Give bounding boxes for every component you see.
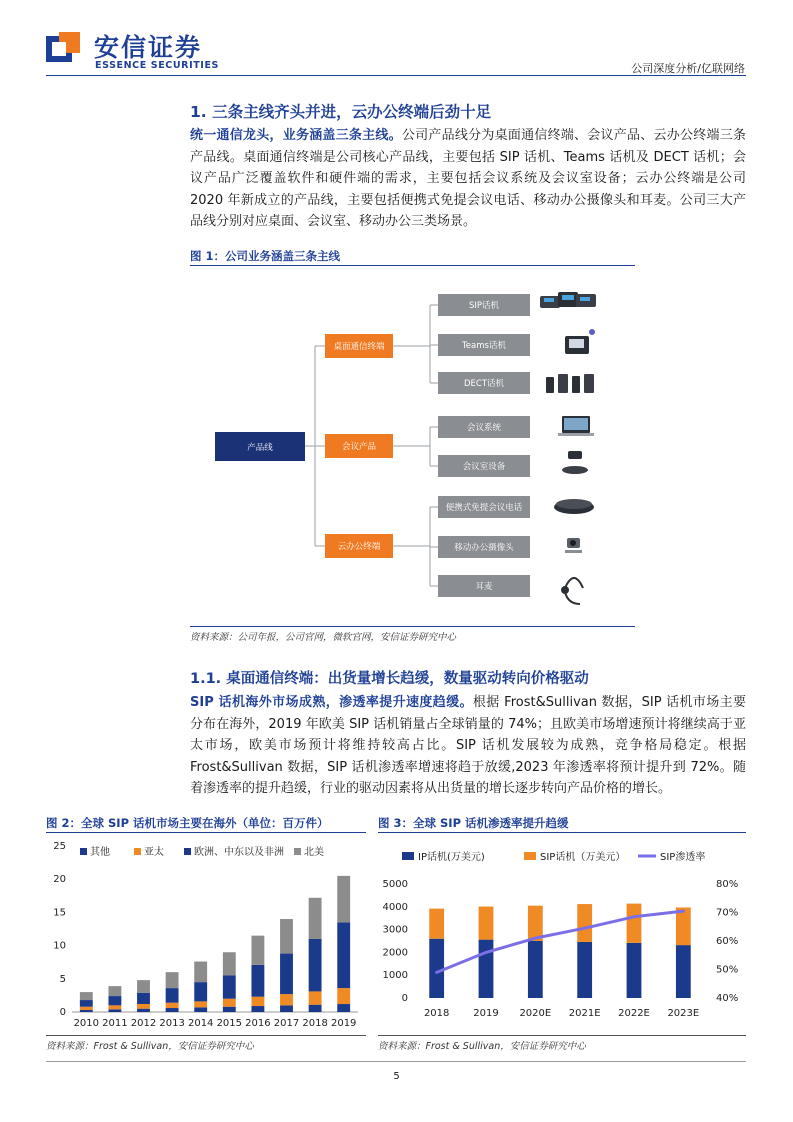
logo-mark-icon xyxy=(46,32,80,66)
page-number: 5 xyxy=(393,1071,400,1082)
y-tick-label: 5000 xyxy=(382,879,408,890)
legend-swatch xyxy=(294,848,301,855)
figure-divider xyxy=(46,832,366,833)
line-point xyxy=(534,937,537,940)
section-paragraph xyxy=(190,125,746,233)
tree-branch-conference: 会议产品 xyxy=(325,434,393,458)
x-tick-label: 2014 xyxy=(187,1018,214,1029)
y-tick-label: 10 xyxy=(53,940,66,952)
legend-label: 欧洲、中东以及非洲 xyxy=(194,847,284,858)
x-tick-label: 2021E xyxy=(568,1008,601,1019)
bar-segment xyxy=(194,1007,207,1012)
line-point xyxy=(583,927,586,930)
x-tick-label: 2020E xyxy=(519,1008,552,1019)
tree-leaf: 耳麦 xyxy=(438,575,530,597)
bar-segment xyxy=(223,975,236,998)
bar-segment xyxy=(337,876,350,922)
x-tick-label: 2019 xyxy=(330,1018,357,1029)
bar-segment xyxy=(627,904,642,943)
x-tick-label: 2018 xyxy=(423,1008,450,1019)
x-tick-label: 2018 xyxy=(302,1018,328,1029)
y2-tick-label: 70% xyxy=(716,907,739,919)
bar-segment xyxy=(337,988,350,1004)
bar-segment xyxy=(676,945,691,998)
bar-segment xyxy=(280,954,293,995)
meeting-room-device-image xyxy=(562,451,588,474)
paragraph-body: 根据 Frost&Sullivan 数据，SIP 话机市场主要分布在海外，2019 年欧美 SIP 话机销量占全球销量的 74%；且欧美市场增速预计将继续高于亚太市场，欧美市场预计将维持较高占比。SIP 话机发展较为成熟，竞争格局稳定。根据Frost&Sullivan 数据，SIP 话机渗透率增速将趋于放缓,2023 年渗透率将预计提升到 72%。随着渗透率的提升趋缓，行业的驱动因素将从出货量的增长逐步转向产品价格的增长。 xyxy=(190,695,746,796)
x-tick-label: 2022E xyxy=(618,1008,650,1019)
legend-swatch xyxy=(80,848,87,855)
bar-segment xyxy=(223,952,236,975)
y2-tick-label: 60% xyxy=(716,936,739,947)
y-tick-label: 25 xyxy=(53,841,66,852)
line-point xyxy=(435,971,438,974)
y-tick-label: 1000 xyxy=(382,970,408,982)
bar-segment xyxy=(577,942,592,998)
y2-tick-label: 80% xyxy=(716,879,739,890)
headset-image xyxy=(562,578,583,604)
footer-divider xyxy=(46,1061,746,1062)
bar-segment xyxy=(223,1007,236,1012)
bar-segment xyxy=(194,962,207,983)
x-tick-label: 2023E xyxy=(667,1008,700,1019)
brand-name-en: ESSENCE SECURITIES xyxy=(95,60,219,71)
bar-segment xyxy=(577,904,592,942)
tree-leaf: 便携式免提会议电话 xyxy=(438,496,530,518)
x-tick-label: 2015 xyxy=(216,1018,243,1029)
y-tick-label: 4000 xyxy=(382,901,408,913)
bar-segment xyxy=(429,909,444,939)
bar-segment xyxy=(80,1007,93,1010)
legend-label: 北美 xyxy=(304,847,324,858)
tree-leaf: DECT话机 xyxy=(438,372,530,394)
subsection-title: 1.1. 桌面通信终端：出货量增长趋缓，数量驱动转向价格驱动 xyxy=(190,671,589,687)
bar-segment xyxy=(627,943,642,998)
bar-segment xyxy=(166,1003,179,1008)
bar-segment xyxy=(137,1004,150,1009)
y-tick-label: 2000 xyxy=(382,947,408,959)
line-point xyxy=(682,910,685,913)
bar-segment xyxy=(251,1006,264,1012)
bar-segment xyxy=(223,999,236,1007)
report-label: 公司深度分析/亿联网络 xyxy=(631,62,745,75)
tree-leaf: 移动办公摄像头 xyxy=(438,536,530,558)
legend-swatch xyxy=(402,852,414,860)
sip-penetration-combo-chart xyxy=(378,836,746,1034)
bar-segment xyxy=(166,1008,179,1012)
tree-branch-cloud-office: 云办公终端 xyxy=(325,534,393,558)
figure-divider xyxy=(378,832,746,833)
bar-segment xyxy=(108,1005,121,1009)
tree-leaf: 会议室设备 xyxy=(438,455,530,477)
line-point xyxy=(633,915,636,918)
dect-phones-image xyxy=(546,374,594,393)
figure-divider xyxy=(46,1035,366,1036)
sip-market-stacked-bar-chart xyxy=(46,836,366,1034)
figure-source: 资料来源：Frost & Sullivan，安信证券研究中心 xyxy=(46,1041,254,1052)
y2-tick-label: 40% xyxy=(716,993,739,1004)
x-tick-label: 2017 xyxy=(273,1018,300,1029)
paragraph-lead: SIP 话机海外市场成熟，渗透率提升速度趋缓。 xyxy=(190,695,473,710)
tree-branch-desktop: 桌面通信终端 xyxy=(325,334,393,358)
bar-segment xyxy=(528,941,543,998)
brand-name-cn: 安信证券 xyxy=(94,33,203,62)
figure-divider xyxy=(378,1035,746,1036)
figure-divider xyxy=(190,265,635,266)
tree-leaf: 会议系统 xyxy=(438,416,530,438)
figure-title: 图 2：全球 SIP 话机市场主要在海外（单位：百万件） xyxy=(46,816,329,830)
bar-segment xyxy=(280,994,293,1005)
y-tick-label: 3000 xyxy=(382,924,408,936)
figure-divider xyxy=(190,626,635,627)
bar-segment xyxy=(166,972,179,988)
bar-segment xyxy=(309,991,322,1004)
y-tick-label: 20 xyxy=(53,874,66,886)
sip-phones-image xyxy=(540,292,596,308)
penetration-line xyxy=(437,911,684,972)
bar-segment xyxy=(137,980,150,993)
speakerphone-image xyxy=(554,499,594,514)
bar-segment xyxy=(251,997,264,1006)
bar-segment xyxy=(194,982,207,1001)
subsection-paragraph xyxy=(190,692,746,800)
y2-tick-label: 50% xyxy=(716,964,739,976)
tree-leaf: SIP话机 xyxy=(438,294,530,316)
x-tick-label: 2013 xyxy=(159,1018,185,1029)
bar-segment xyxy=(137,993,150,1004)
x-tick-label: 2019 xyxy=(473,1008,499,1019)
teams-phone-image xyxy=(565,329,595,354)
bar-segment xyxy=(137,1009,150,1012)
figure-source: 资料来源：Frost & Sullivan，安信证券研究中心 xyxy=(378,1041,586,1052)
y-tick-label: 15 xyxy=(53,907,66,919)
figure-title: 图 1：公司业务涵盖三条主线 xyxy=(190,249,341,263)
bar-segment xyxy=(251,936,264,965)
bar-segment xyxy=(337,1004,350,1012)
bar-segment xyxy=(280,1005,293,1012)
conference-system-image xyxy=(558,416,594,436)
bar-segment xyxy=(479,907,494,940)
bar-segment xyxy=(479,940,494,998)
bar-segment xyxy=(309,898,322,939)
bar-segment xyxy=(108,1009,121,1012)
paragraph-lead: 统一通信龙头，业务涵盖三条主线。 xyxy=(190,128,402,143)
legend-label: 其他 xyxy=(90,847,110,858)
bar-segment xyxy=(80,1000,93,1007)
bar-segment xyxy=(309,939,322,991)
bar-segment xyxy=(80,992,93,1000)
tree-leaf: Teams话机 xyxy=(438,334,530,356)
bar-segment xyxy=(251,965,264,997)
bar-segment xyxy=(166,988,179,1003)
webcam-image xyxy=(565,538,582,553)
legend-label: SIP渗透率 xyxy=(660,852,706,863)
figure-source: 资料来源：公司年报，公司官网，微软官网，安信证券研究中心 xyxy=(190,632,457,643)
bar-segment xyxy=(108,996,121,1005)
bar-segment xyxy=(309,1005,322,1012)
paragraph-body: 公司产品线分为桌面通信终端、会议产品、云办公终端三条产品线。桌面通信终端是公司核心产品线，主要包括 SIP 话机、Teams 话机及 DECT 话机；会议产品广泛覆盖软件和硬件端的需求，主要包括会议系统及会议室设备；云办公终端是公司 2020 年新成立的产品线，主要包括便携式免提会议电话、移动办公摄像头和耳麦。公司三大产品线分别对应桌面、会议室、移动办公三类场景。 xyxy=(190,128,746,229)
y-tick-label: 5 xyxy=(59,973,66,985)
tree-root-node: 产品线 xyxy=(215,432,305,461)
legend-swatch xyxy=(184,848,191,855)
x-tick-label: 2012 xyxy=(130,1018,157,1029)
figure-title: 图 3：全球 SIP 话机渗透率提升趋缓 xyxy=(378,816,569,830)
legend-swatch xyxy=(524,852,536,860)
x-tick-label: 2011 xyxy=(102,1018,128,1029)
bar-segment xyxy=(80,1010,93,1012)
line-point xyxy=(485,951,488,954)
legend-swatch xyxy=(134,848,141,855)
x-tick-label: 2016 xyxy=(245,1018,271,1029)
bar-segment xyxy=(429,939,444,998)
section-title: 1. 三条主线齐头并进，云办公终端后劲十足 xyxy=(190,103,492,121)
y-tick-label: 0 xyxy=(401,993,408,1004)
legend-label: 亚太 xyxy=(144,847,164,858)
bar-segment xyxy=(280,919,293,954)
x-tick-label: 2010 xyxy=(73,1018,100,1029)
bar-segment xyxy=(194,1001,207,1007)
legend-label: IP话机(万美元) xyxy=(418,852,485,863)
bar-segment xyxy=(108,986,121,996)
bar-segment xyxy=(337,922,350,988)
y-tick-label: 0 xyxy=(59,1007,66,1018)
legend-label: SIP话机（万美元） xyxy=(540,852,626,863)
header-divider xyxy=(46,75,746,76)
